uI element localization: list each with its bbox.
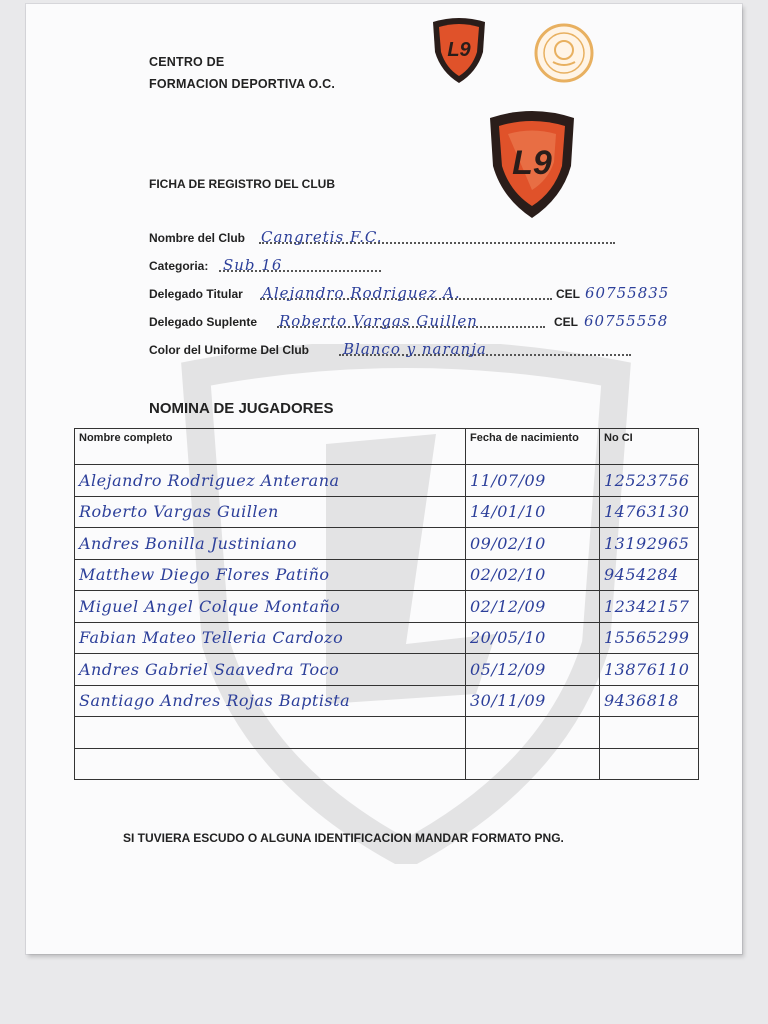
table-row[interactable] bbox=[75, 748, 699, 780]
substitute-value: Roberto Vargas Guillen bbox=[279, 312, 478, 330]
player-birth-date[interactable]: 02/02/10 bbox=[466, 559, 600, 591]
player-name[interactable]: Alejandro Rodriguez Anterana bbox=[75, 465, 466, 497]
player-birth-date[interactable]: 30/11/09 bbox=[466, 685, 600, 717]
table-row[interactable] bbox=[75, 465, 699, 497]
organization-name bbox=[149, 51, 335, 95]
player-ci[interactable]: 15565299 bbox=[600, 622, 699, 654]
player-birth-date[interactable]: 02/12/09 bbox=[466, 591, 600, 623]
org-line-1: CENTRO DE bbox=[149, 55, 225, 69]
player-name[interactable]: Miguel Angel Colque Montaño bbox=[75, 591, 466, 623]
club-name-value: Cangretis F.C. bbox=[261, 228, 383, 246]
player-ci[interactable]: 9454284 bbox=[600, 559, 699, 591]
substitute-label: Delegado Suplente bbox=[149, 315, 258, 329]
delegate-cel-value: 60755835 bbox=[585, 284, 670, 302]
player-name[interactable] bbox=[75, 748, 466, 780]
player-name[interactable]: Fabian Mateo Telleria Cardozo bbox=[75, 622, 466, 654]
table-row[interactable] bbox=[75, 528, 699, 560]
player-ci[interactable]: 12342157 bbox=[600, 591, 699, 623]
substitute-cel-label: CEL bbox=[554, 315, 578, 329]
circular-seal-icon bbox=[533, 22, 595, 84]
category-value: Sub 16 bbox=[223, 256, 283, 274]
player-ci[interactable] bbox=[600, 748, 699, 780]
table-row[interactable] bbox=[75, 717, 699, 749]
crest-text: L9 bbox=[447, 39, 471, 61]
crest-text-large: L9 bbox=[512, 144, 552, 182]
player-birth-date[interactable]: 09/02/10 bbox=[466, 528, 600, 560]
table-row[interactable] bbox=[75, 591, 699, 623]
player-name[interactable]: Andres Bonilla Justiniano bbox=[75, 528, 466, 560]
player-ci[interactable]: 13192965 bbox=[600, 528, 699, 560]
category-label: Categoria: bbox=[149, 259, 209, 273]
player-ci[interactable] bbox=[600, 717, 699, 749]
player-birth-date[interactable]: 14/01/10 bbox=[466, 496, 600, 528]
delegate-value: Alejandro Rodriguez A. bbox=[262, 284, 461, 302]
substitute-cel-value: 60755558 bbox=[584, 312, 669, 330]
player-ci[interactable]: 14763130 bbox=[600, 496, 699, 528]
club-name-label: Nombre del Club bbox=[149, 231, 246, 245]
player-name[interactable]: Andres Gabriel Saavedra Toco bbox=[75, 654, 466, 686]
table-row[interactable] bbox=[75, 654, 699, 686]
player-birth-date[interactable]: 20/05/10 bbox=[466, 622, 600, 654]
club-name-field[interactable] bbox=[149, 227, 619, 247]
uniform-color-label: Color del Uniforme Del Club bbox=[149, 343, 310, 357]
delegate-label: Delegado Titular bbox=[149, 287, 243, 301]
table-row[interactable] bbox=[75, 496, 699, 528]
player-birth-date[interactable] bbox=[466, 748, 600, 780]
header-name: Nombre completo bbox=[75, 429, 466, 465]
table-row[interactable] bbox=[75, 622, 699, 654]
category-field[interactable] bbox=[149, 255, 389, 275]
player-ci[interactable]: 9436818 bbox=[600, 685, 699, 717]
org-line-2: FORMACION DEPORTIVA O.C. bbox=[149, 77, 336, 91]
table-row[interactable] bbox=[75, 685, 699, 717]
player-name[interactable]: Matthew Diego Flores Patiño bbox=[75, 559, 466, 591]
delegate-cel-label: CEL bbox=[556, 287, 580, 301]
player-name[interactable]: Roberto Vargas Guillen bbox=[75, 496, 466, 528]
substitute-field[interactable] bbox=[149, 311, 689, 331]
header-ci: No CI bbox=[600, 429, 699, 465]
player-name[interactable] bbox=[75, 717, 466, 749]
player-birth-date[interactable] bbox=[466, 717, 600, 749]
uniform-color-field[interactable] bbox=[149, 339, 634, 359]
player-birth-date[interactable]: 05/12/09 bbox=[466, 654, 600, 686]
form-title: FICHA DE REGISTRO DEL CLUB bbox=[149, 177, 336, 191]
footer-note: SI TUVIERA ESCUDO O ALGUNA IDENTIFICACION MANDAR FORMATO PNG. bbox=[123, 831, 564, 845]
large-shield-crest-icon bbox=[486, 108, 578, 222]
roster-table bbox=[74, 428, 699, 780]
table-row[interactable] bbox=[75, 559, 699, 591]
uniform-color-value: Blanco y naranja bbox=[343, 340, 487, 358]
player-ci[interactable]: 12523756 bbox=[600, 465, 699, 497]
delegate-field[interactable] bbox=[149, 283, 689, 303]
player-ci[interactable]: 13876110 bbox=[600, 654, 699, 686]
header-birth-date: Fecha de nacimiento bbox=[466, 429, 600, 465]
player-birth-date[interactable]: 11/07/09 bbox=[466, 465, 600, 497]
player-name[interactable]: Santiago Andres Rojas Baptista bbox=[75, 685, 466, 717]
shield-crest-icon bbox=[430, 16, 488, 86]
roster-title: NOMINA DE JUGADORES bbox=[149, 400, 334, 417]
roster-header-row bbox=[75, 429, 699, 465]
